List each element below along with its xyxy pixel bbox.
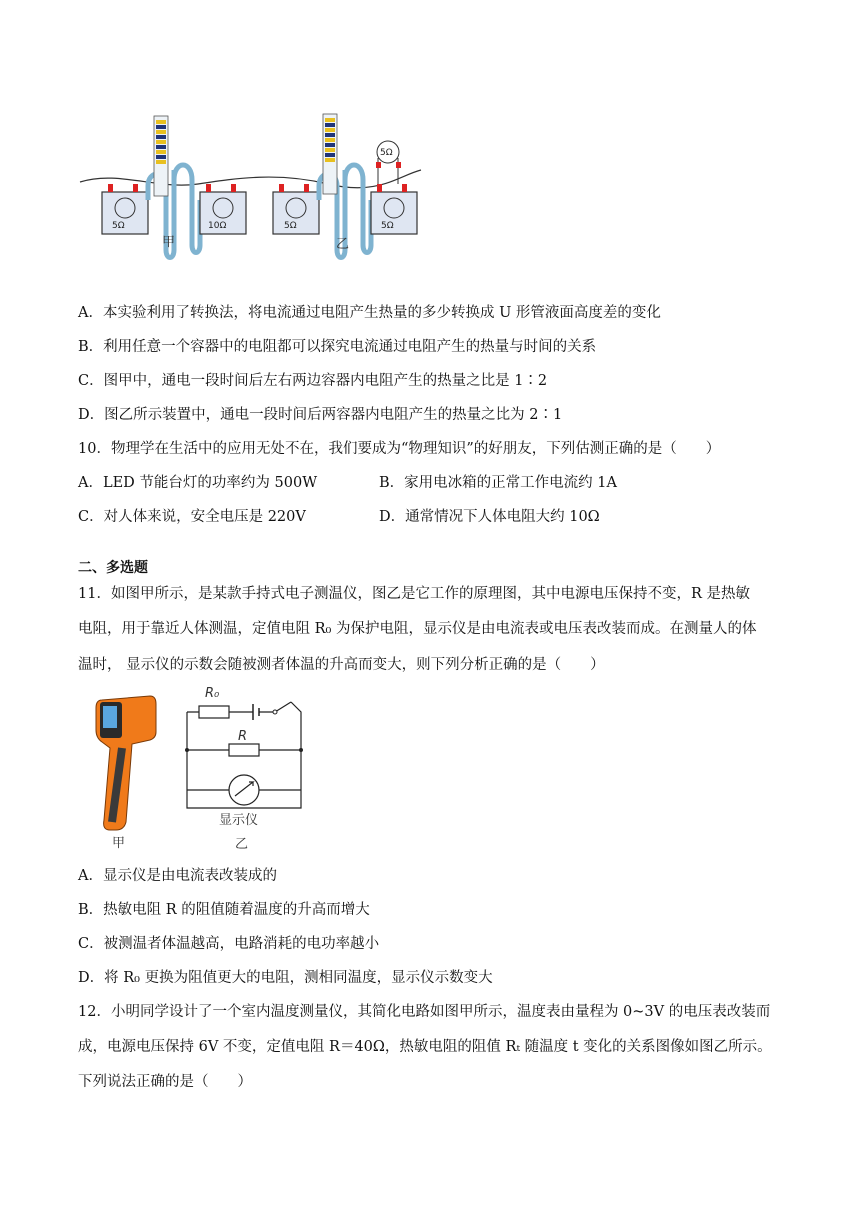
q11-option-a: A．显示仪是由电流表改装成的 (78, 868, 277, 884)
fig-jia-label: 甲 (112, 836, 126, 851)
q10-stem: 10．物理学在生活中的应用无处不在，我们要成为“物理知识”的好朋友，下列估测正确的是（ ） (78, 441, 721, 457)
q11-stem-line1: 11．如图甲所示，是某款手持式电子测温仪，图乙是它工作的原理图，其中电源电压保持不变，R 是热敏 (78, 586, 750, 602)
q9-option-c: C．图甲中，通电一段时间后左右两边容器内电阻产生的热量之比是 1∶2 (78, 373, 548, 389)
q10-option-a: A．LED 节能台灯的功率约为 500W (78, 475, 318, 491)
jia-left-resistor: 5Ω (112, 221, 125, 231)
jia-label: 甲 (162, 235, 176, 250)
r0-label: R₀ (205, 686, 220, 701)
thermometer-figure (92, 692, 172, 852)
yi-top-resistor: 5Ω (380, 148, 393, 158)
yi-right-resistor: 5Ω (381, 221, 394, 231)
r-label: R (238, 729, 248, 744)
q10-option-c: C．对人体来说，安全电压是 220V (78, 509, 306, 525)
q10-option-d: D．通常情况下人体电阻大约 10Ω (379, 509, 600, 525)
circuit-figure (183, 684, 308, 854)
q11-option-c: C．被测温者体温越高，电路消耗的电功率越小 (78, 936, 380, 952)
q10-option-b: B．家用电冰箱的正常工作电流约 1A (379, 475, 617, 491)
fig-yi-label: 乙 (235, 837, 249, 852)
joule-heating-figure (78, 110, 423, 260)
q9-option-d: D．图乙所示装置中，通电一段时间后两容器内电阻产生的热量之比为 2∶1 (78, 407, 563, 423)
display-label: 显示仪 (219, 813, 259, 828)
jia-right-resistor: 10Ω (208, 221, 227, 231)
yi-label: 乙 (336, 237, 350, 252)
q12-stem-line2: 成，电源电压保持 6V 不变，定值电阻 R＝40Ω，热敏电阻的阻值 Rₜ 随温度 t 变化的关系图像如图乙所示。 (78, 1039, 772, 1055)
q12-stem-line3: 下列说法正确的是（ ） (78, 1074, 252, 1090)
q12-stem-line1: 12．小明同学设计了一个室内温度测量仪，其简化电路如图甲所示，温度表由量程为 0~3V 的电压表改装而 (78, 1004, 771, 1020)
q9-option-a: A．本实验利用了转换法，将电流通过电阻产生热量的多少转换成 U 形管液面高度差的变化 (78, 305, 661, 321)
q11-stem-line3: 温时， 显示仪的示数会随被测者体温的升高而变大，则下列分析正确的是（ ） (78, 657, 605, 673)
q11-option-d: D．将 R₀ 更换为阻值更大的电阻，测相同温度，显示仪示数变大 (78, 970, 493, 986)
q11-stem-line2: 电阻，用于靠近人体测温，定值电阻 R₀ 为保护电阻，显示仪是由电流表或电压表改装而成。在测量人的体 (78, 621, 757, 637)
q11-option-b: B．热敏电阻 R 的阻值随着温度的升高而增大 (78, 902, 370, 918)
yi-left-resistor: 5Ω (284, 221, 297, 231)
q9-option-b: B．利用任意一个容器中的电阻都可以探究电流通过电阻产生的热量与时间的关系 (78, 339, 597, 355)
section-title: 二、多选题 (78, 560, 148, 576)
